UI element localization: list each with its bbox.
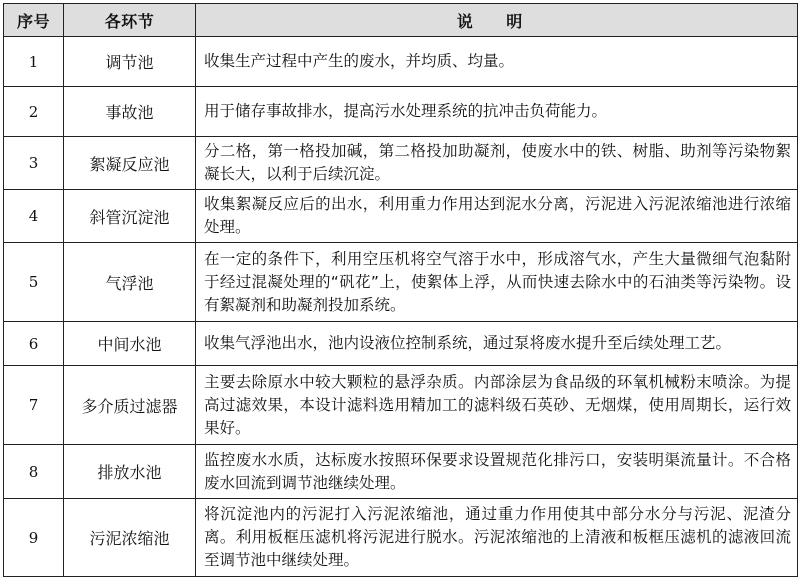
row-num: 6 bbox=[4, 322, 64, 366]
row-num: 7 bbox=[4, 366, 64, 445]
row-desc: 用于储存事故排水，提高污水处理系统的抗冲击负荷能力。 bbox=[196, 87, 798, 137]
row-stage: 中间水池 bbox=[64, 322, 196, 366]
row-desc: 收集气浮池出水，池内设液位控制系统，通过泵将废水提升至后续处理工艺。 bbox=[196, 322, 798, 366]
row-desc: 监控废水水质，达标废水按照环保要求设置规范化排污口，安装明渠流量计。不合格废水回流到调节池继续处理。 bbox=[196, 445, 798, 499]
table-row bbox=[4, 87, 798, 137]
row-num: 1 bbox=[4, 37, 64, 87]
table-row bbox=[4, 243, 798, 322]
row-num: 4 bbox=[4, 190, 64, 243]
row-desc: 收集絮凝反应后的出水，利用重力作用达到泥水分离，污泥进入污泥浓缩池进行浓缩处理。 bbox=[196, 190, 798, 243]
row-desc: 收集生产过程中产生的废水，并均质、均量。 bbox=[196, 37, 798, 87]
table-row bbox=[4, 499, 798, 577]
table-row bbox=[4, 366, 798, 445]
row-stage: 事故池 bbox=[64, 87, 196, 137]
row-stage: 污泥浓缩池 bbox=[64, 499, 196, 577]
row-num: 5 bbox=[4, 243, 64, 322]
row-desc: 将沉淀池内的污泥打入污泥浓缩池，通过重力作用使其中部分水分与污泥、泥渣分离。利用板框压滤机将污泥进行脱水。污泥浓缩池的上清液和板框压滤机的滤液回流至调节池中继续处理。 bbox=[196, 499, 798, 577]
process-table bbox=[3, 3, 798, 577]
row-stage: 气浮池 bbox=[64, 243, 196, 322]
table-row bbox=[4, 322, 798, 366]
table-row bbox=[4, 137, 798, 190]
table-row bbox=[4, 190, 798, 243]
row-stage: 斜管沉淀池 bbox=[64, 190, 196, 243]
row-stage: 排放水池 bbox=[64, 445, 196, 499]
table-row bbox=[4, 445, 798, 499]
row-desc: 主要去除原水中较大颗粒的悬浮杂质。内部涂层为食品级的环氧机械粉末喷涂。为提高过滤效果，本设计滤料选用精加工的滤料级石英砂、无烟煤，使用周期长，运行效果好。 bbox=[196, 366, 798, 445]
row-num: 2 bbox=[4, 87, 64, 137]
row-stage: 多介质过滤器 bbox=[64, 366, 196, 445]
row-num: 8 bbox=[4, 445, 64, 499]
row-num: 9 bbox=[4, 499, 64, 577]
header-desc: 说 明 bbox=[196, 4, 798, 37]
row-desc: 分二格，第一格投加碱，第二格投加助凝剂，使废水中的铁、树脂、助剂等污染物絮凝长大，以利于后续沉淀。 bbox=[196, 137, 798, 190]
row-num: 3 bbox=[4, 137, 64, 190]
header-stage: 各环节 bbox=[64, 4, 196, 37]
row-stage: 调节池 bbox=[64, 37, 196, 87]
table-header-row bbox=[4, 4, 798, 37]
header-num: 序号 bbox=[4, 4, 64, 37]
row-stage: 絮凝反应池 bbox=[64, 137, 196, 190]
row-desc: 在一定的条件下，利用空压机将空气溶于水中，形成溶气水，产生大量微细气泡黏附于经过混凝处理的“矾花”上，使絮体上浮，从而快速去除水中的石油类等污染物。设有絮凝剂和助凝剂投加系统。 bbox=[196, 243, 798, 322]
table-row bbox=[4, 37, 798, 87]
